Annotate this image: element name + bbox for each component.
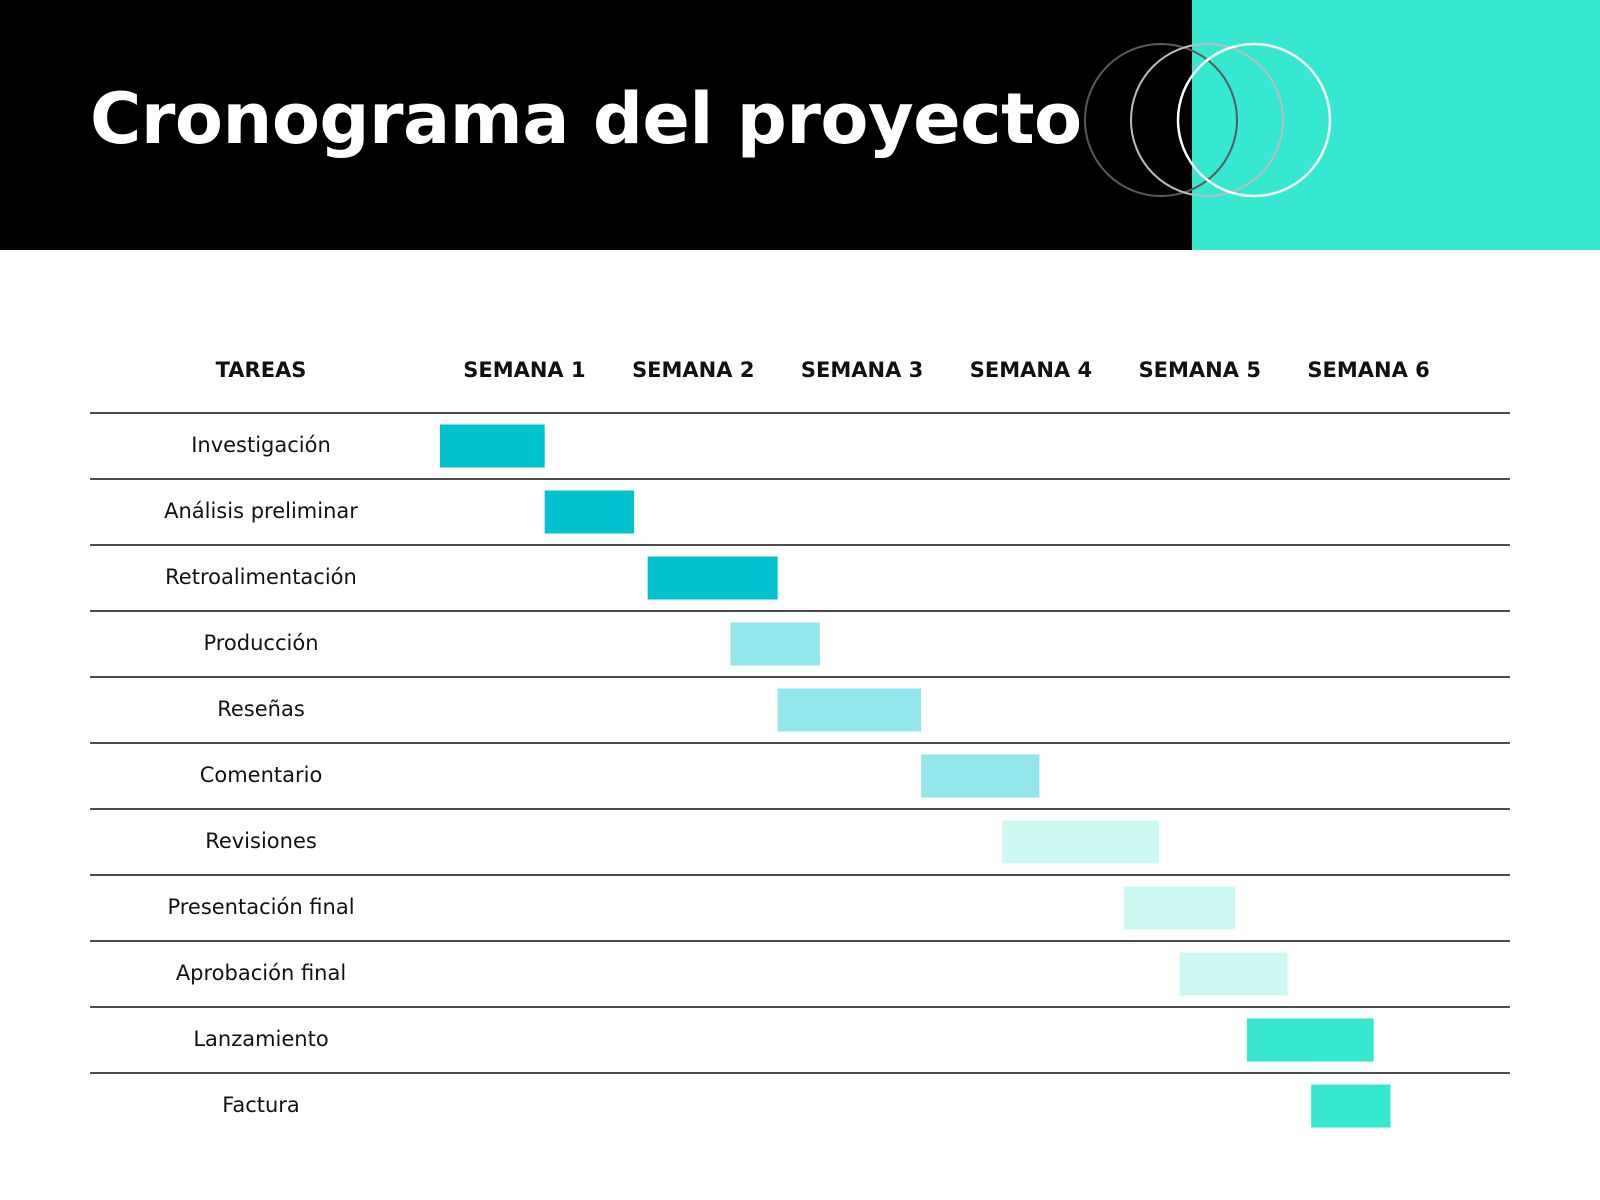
- task-label: Reseñas: [217, 697, 305, 721]
- column-headers: [216, 358, 1430, 382]
- page-title: Cronograma del proyecto: [90, 78, 1082, 160]
- task-bar: [778, 689, 922, 732]
- task-bar: [1311, 1085, 1390, 1128]
- task-labels: [164, 433, 358, 1117]
- task-bar: [1002, 821, 1159, 864]
- decorative-circle-2: [1131, 44, 1283, 196]
- task-label: Producción: [203, 631, 319, 655]
- task-bar: [1124, 887, 1235, 930]
- task-label: Comentario: [199, 763, 323, 787]
- task-label: Retroalimentación: [165, 565, 357, 589]
- column-header-week-2: SEMANA 2: [632, 358, 755, 382]
- task-bar: [921, 755, 1039, 798]
- task-bar: [648, 557, 778, 600]
- task-label: Investigación: [191, 433, 331, 457]
- task-bars: [440, 425, 1391, 1128]
- task-label: Lanzamiento: [193, 1027, 329, 1051]
- task-label: Factura: [222, 1093, 300, 1117]
- decorative-circle-1: [1085, 44, 1237, 196]
- task-bar: [1179, 953, 1287, 996]
- column-header-week-3: SEMANA 3: [800, 358, 924, 382]
- decorative-circles: [0, 0, 1600, 250]
- gantt-chart: [0, 250, 1600, 1200]
- column-header-week-6: SEMANA 6: [1307, 358, 1430, 382]
- task-bar: [545, 491, 634, 534]
- task-bar: [1247, 1019, 1374, 1062]
- task-label: Revisiones: [205, 829, 317, 853]
- task-label: Presentación final: [167, 895, 355, 919]
- column-header-tasks: TAREAS: [215, 358, 307, 382]
- task-label: Aprobación final: [175, 961, 347, 985]
- task-label: Análisis preliminar: [164, 499, 358, 523]
- decorative-circle-3: [1178, 44, 1330, 196]
- column-header-week-1: SEMANA 1: [463, 358, 586, 382]
- column-header-week-4: SEMANA 4: [969, 358, 1093, 382]
- column-header-week-5: SEMANA 5: [1138, 358, 1261, 382]
- header-banner: [0, 0, 1600, 250]
- task-bar: [730, 623, 819, 666]
- task-bar: [440, 425, 545, 468]
